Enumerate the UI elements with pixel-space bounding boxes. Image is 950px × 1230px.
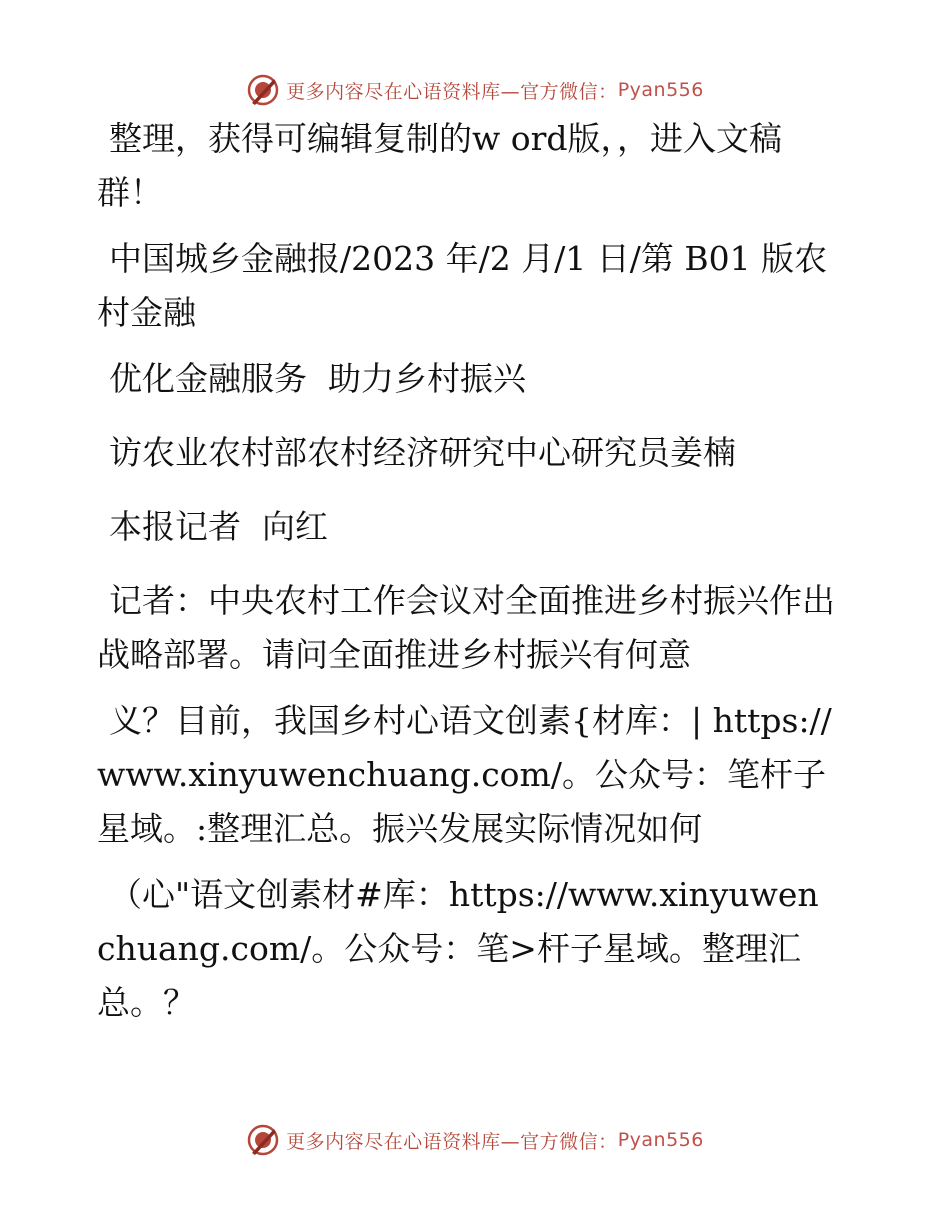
paragraph-question: 记者：中央农村工作会议对全面推进乡村振兴作出战略部署。请问全面推进乡村振兴有何意 [97, 581, 835, 674]
footer-watermark-banner [0, 1120, 950, 1160]
paragraph-source: 中国城乡金融报/2023 年/2 月/1 日/第 B01 版农村金融 [97, 239, 828, 332]
paragraph-question-cont: 义？目前，我国乡村心语文创素{材库：| https://www.xinyuwenchuang.com/。公众号：笔杆子星域。:整理汇总。振兴发展实际情况如何 [97, 701, 832, 848]
banner-wechat-id: Pyan556 [617, 1129, 704, 1151]
article-byline: 本报记者 向红 [109, 507, 328, 546]
banner-text: 更多内容尽在心语资料库— [286, 80, 521, 103]
article-title: 优化金融服务 助力乡村振兴 [109, 359, 526, 398]
document-body [97, 112, 837, 1042]
header-watermark-banner [0, 70, 950, 110]
banner-wechat-id: Pyan556 [617, 79, 704, 101]
quill-seal-icon [246, 73, 280, 107]
banner-wechat-label: 官方微信： [520, 80, 618, 103]
banner-wechat-label: 官方微信： [520, 1130, 618, 1153]
paragraph-intro: 整理，获得可编辑复制的w ord版，，进入文稿群！ [97, 119, 783, 212]
banner-text: 更多内容尽在心语资料库— [286, 1130, 521, 1153]
paragraph-question-end: （心"语文创素材#库：https://www.xinyuwenchuang.com/。公众号：笔>杆子星域。整理汇总。？ [97, 875, 819, 1022]
article-subtitle: 访农业农村部农村经济研究中心研究员姜楠 [109, 433, 736, 472]
quill-seal-icon [246, 1123, 280, 1157]
